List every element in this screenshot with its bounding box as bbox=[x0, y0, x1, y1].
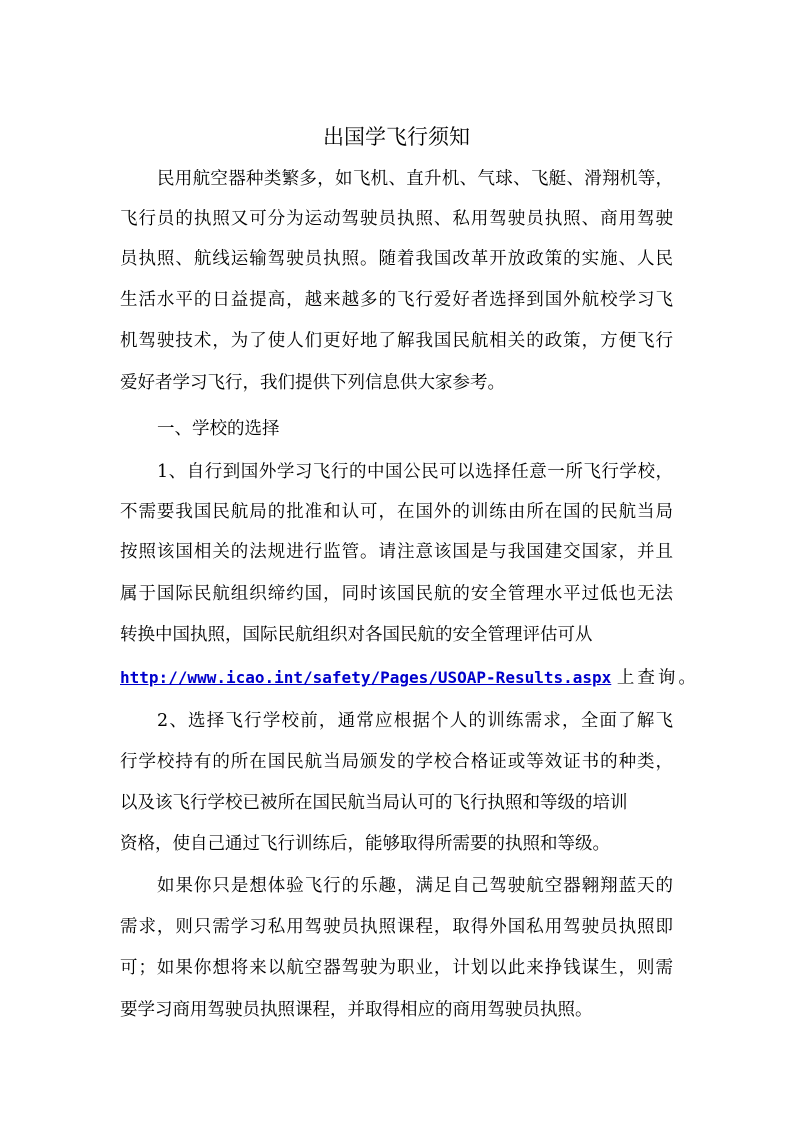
paragraph-line: 需求，则只需学习私用驾驶员执照课程，取得外国私用驾驶员执照即 bbox=[120, 917, 673, 937]
paragraph-line: 2、选择飞行学校前，通常应根据个人的训练需求，全面了解飞 bbox=[157, 711, 673, 731]
paragraph-line: 不需要我国民航局的批准和认可，在国外的训练由所在国的民航当局 bbox=[120, 502, 673, 522]
paragraph-line: 要学习商用驾驶员执照课程，并取得相应的商用驾驶员执照。 bbox=[120, 1000, 593, 1020]
paragraph-line: 员执照、航线运输驾驶员执照。随着我国改革开放政策的实施、人民 bbox=[120, 249, 673, 269]
paragraph-line: 按照该国相关的法规进行监管。请注意该国是与我国建交国家，并且 bbox=[120, 542, 673, 562]
paragraph-line: 转换中国执照，国际民航组织对各国民航的安全管理评估可从 bbox=[120, 625, 593, 645]
icao-results-link[interactable]: http://www.icao.int/safety/Pages/USOAP-Results.aspx bbox=[120, 668, 612, 687]
paragraph-line: 机驾驶技术，为了使人们更好地了解我国民航相关的政策，方便飞行 bbox=[120, 331, 673, 351]
section-heading: 一、学校的选择 bbox=[157, 419, 280, 439]
paragraph-line: 如果你只是想体验飞行的乐趣，满足自己驾驶航空器翱翔蓝天的 bbox=[157, 876, 673, 896]
link-suffix: 上查询。 bbox=[616, 668, 699, 688]
paragraph-line: 民用航空器种类繁多，如飞机、直升机、气球、飞艇、滑翔机等， bbox=[157, 169, 673, 189]
paragraph-line: 行学校持有的所在国民航当局颁发的学校合格证或等效证书的种类， bbox=[120, 752, 673, 772]
paragraph-line: 以及该飞行学校已被所在国民航当局认可的飞行执照和等级的培训 bbox=[120, 793, 628, 813]
document-title: 出国学飞行须知 bbox=[323, 125, 470, 149]
link-line bbox=[120, 666, 699, 690]
paragraph-line: 生活水平的日益提高，越来越多的飞行爱好者选择到国外航校学习飞 bbox=[120, 290, 673, 310]
paragraph-line: 1、自行到国外学习飞行的中国公民可以选择任意一所飞行学校， bbox=[157, 462, 673, 482]
paragraph-line: 资格，使自己通过飞行训练后，能够取得所需要的执照和等级。 bbox=[120, 834, 610, 854]
paragraph-line: 可；如果你想将来以航空器驾驶为职业，计划以此来挣钱谋生，则需 bbox=[120, 958, 673, 978]
paragraph-line: 属于国际民航组织缔约国，同时该国民航的安全管理水平过低也无法 bbox=[120, 584, 673, 604]
paragraph-line: 飞行员的执照又可分为运动驾驶员执照、私用驾驶员执照、商用驾驶 bbox=[120, 209, 673, 229]
paragraph-line: 爱好者学习飞行，我们提供下列信息供大家参考。 bbox=[120, 373, 505, 393]
